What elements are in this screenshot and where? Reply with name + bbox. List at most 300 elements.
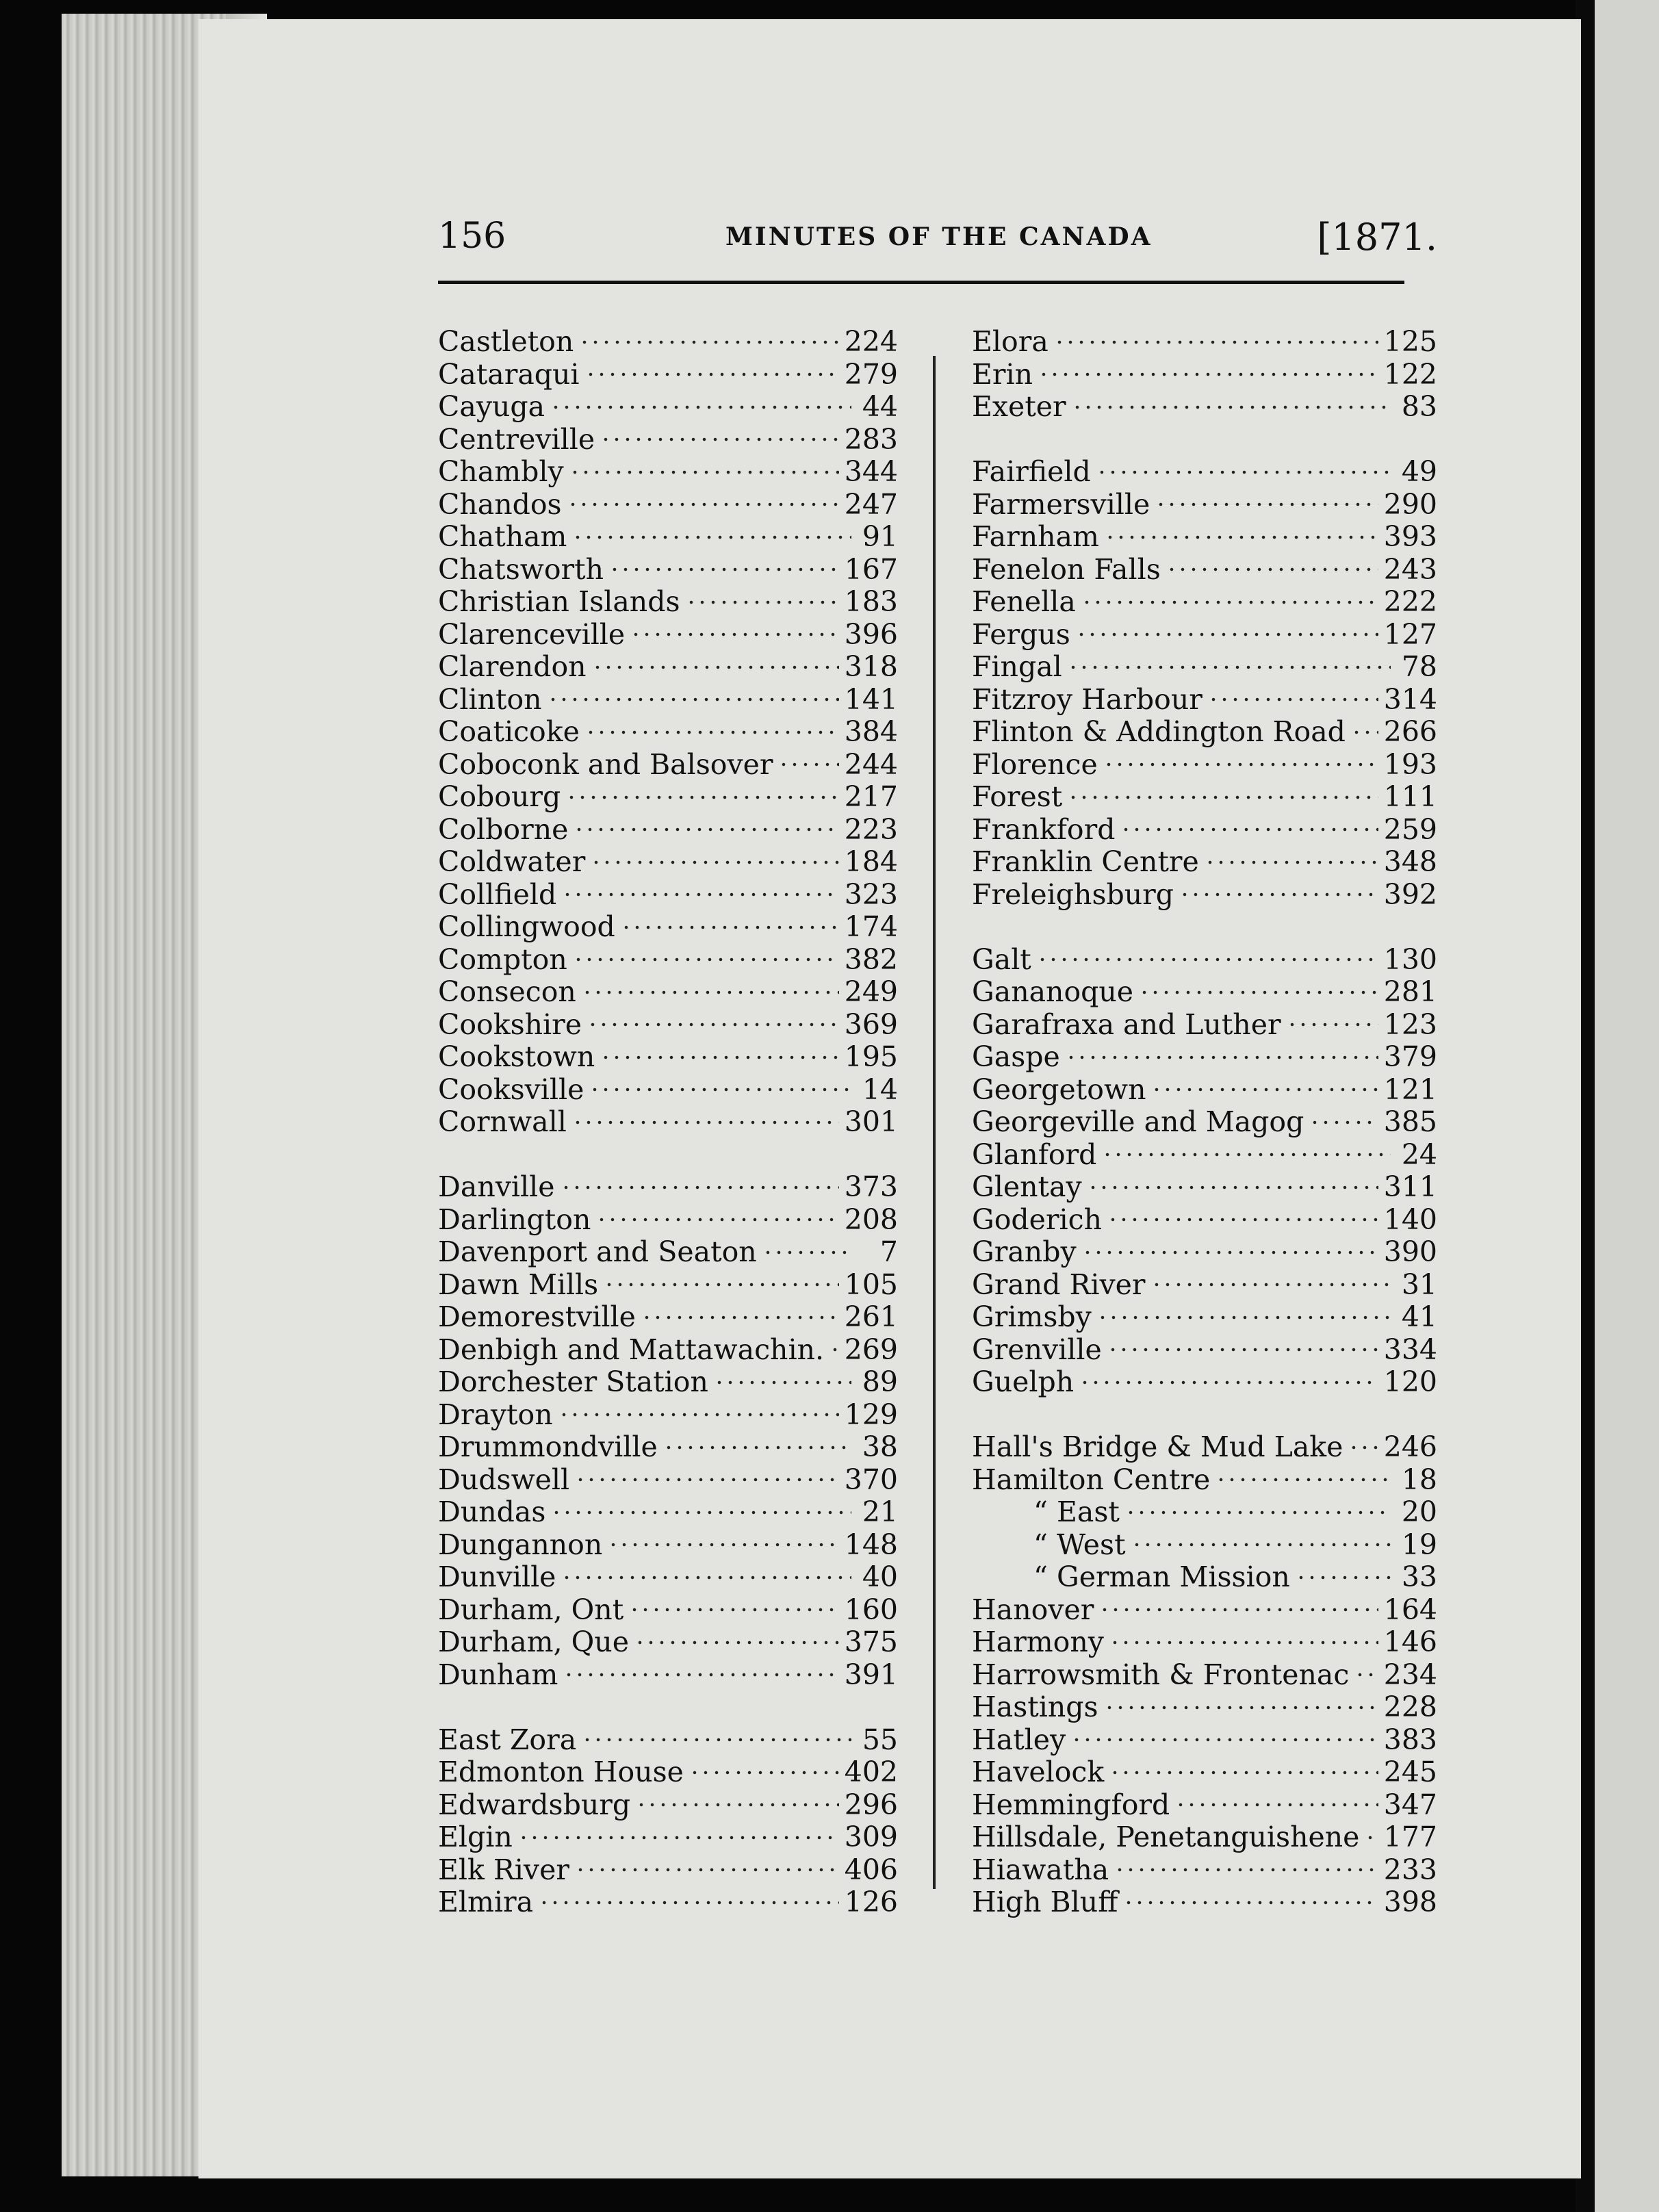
index-entry xyxy=(438,554,898,587)
entry-name: Compton xyxy=(438,943,567,976)
dot-leader xyxy=(1082,1250,1378,1255)
dot-leader xyxy=(1088,1185,1378,1190)
entry-page-number: 373 xyxy=(844,1171,898,1203)
dot-leader xyxy=(550,404,851,410)
entry-page-number: 177 xyxy=(1383,1821,1437,1853)
index-entry xyxy=(972,1041,1437,1074)
entry-page-number: 208 xyxy=(844,1203,898,1236)
dot-leader xyxy=(1296,1575,1391,1580)
index-entry xyxy=(438,1269,898,1302)
entry-name: Fergus xyxy=(972,618,1070,651)
entry-name: Chambly xyxy=(438,456,564,488)
index-entry xyxy=(972,716,1437,749)
index-entry xyxy=(972,586,1437,619)
entry-page-number: 193 xyxy=(1383,748,1437,781)
entry-name: Davenport and Seaton xyxy=(438,1236,757,1268)
entry-page-number: 89 xyxy=(862,1366,898,1398)
entry-name: Coldwater xyxy=(438,846,586,878)
entry-name: Danville xyxy=(438,1171,555,1203)
entry-page-number: 375 xyxy=(844,1626,898,1658)
index-entry xyxy=(972,1074,1437,1107)
entry-page-number: 309 xyxy=(844,1821,898,1853)
entry-page-number: 279 xyxy=(844,358,898,391)
index-entry xyxy=(438,1561,898,1594)
entry-name: Harmony xyxy=(972,1626,1104,1658)
index-entry xyxy=(972,1009,1437,1042)
entry-name: Collfield xyxy=(438,878,557,911)
index-entry xyxy=(438,586,898,619)
index-entry xyxy=(972,489,1437,522)
entry-page-number: 125 xyxy=(1383,326,1437,358)
index-entry xyxy=(972,651,1437,684)
dot-leader xyxy=(600,1055,838,1060)
index-entry xyxy=(972,1301,1437,1334)
entry-page-number: 224 xyxy=(844,326,898,358)
entry-page-number: 174 xyxy=(844,911,898,943)
entry-name: Clarendon xyxy=(438,651,587,683)
dot-leader xyxy=(1287,1022,1378,1027)
index-entry xyxy=(972,749,1437,782)
index-entry xyxy=(972,326,1437,359)
index-entry xyxy=(438,1724,898,1757)
index-entry xyxy=(438,521,898,554)
dot-leader xyxy=(1139,990,1378,995)
entry-name: Cataraqui xyxy=(438,358,580,391)
entry-page-number: 140 xyxy=(1383,1203,1437,1236)
entry-name: Grenville xyxy=(972,1333,1102,1366)
index-entry xyxy=(438,1074,898,1107)
dot-leader xyxy=(579,339,838,345)
entry-name: Dudswell xyxy=(438,1463,570,1496)
entry-page-number: 259 xyxy=(1383,813,1437,846)
column-divider xyxy=(933,356,936,1889)
dot-leader xyxy=(778,762,838,767)
page-year: [1871. xyxy=(1317,216,1437,259)
dot-leader xyxy=(1099,1607,1378,1612)
entry-page-number: 164 xyxy=(1383,1593,1437,1626)
index-entry xyxy=(438,489,898,522)
index-entry xyxy=(438,1009,898,1042)
index-entry xyxy=(438,1854,898,1887)
dot-leader xyxy=(1365,1835,1378,1840)
entry-page-number: 130 xyxy=(1383,943,1437,976)
entry-name: Dunville xyxy=(438,1561,556,1593)
dot-leader xyxy=(1097,1315,1391,1320)
index-entry xyxy=(972,1204,1437,1237)
entry-page-number: 281 xyxy=(1383,976,1437,1008)
dot-leader xyxy=(1068,665,1391,670)
index-entry xyxy=(972,1561,1437,1594)
entry-page-number: 120 xyxy=(1383,1366,1437,1398)
entry-page-number: 160 xyxy=(844,1593,898,1626)
index-entry xyxy=(972,391,1437,424)
entry-page-number: 18 xyxy=(1401,1463,1437,1496)
entry-name: “ German Mission xyxy=(1033,1561,1290,1593)
entry-page-number: 314 xyxy=(1383,683,1437,716)
entry-page-number: 146 xyxy=(1383,1626,1437,1658)
entry-page-number: 385 xyxy=(1383,1106,1437,1138)
entry-page-number: 123 xyxy=(1383,1008,1437,1041)
entry-page-number: 233 xyxy=(1383,1853,1437,1886)
dot-leader xyxy=(582,990,839,995)
dot-leader xyxy=(585,730,839,735)
entry-page-number: 283 xyxy=(844,423,898,456)
entry-page-number: 127 xyxy=(1383,618,1437,651)
entry-page-number: 38 xyxy=(862,1431,898,1463)
entry-name: “ West xyxy=(1033,1528,1126,1561)
entry-name: Cobourg xyxy=(438,781,561,813)
dot-leader xyxy=(1071,1737,1378,1742)
entry-name: Hatley xyxy=(972,1723,1066,1756)
dot-leader xyxy=(1096,470,1391,475)
entry-page-number: 20 xyxy=(1401,1496,1437,1528)
index-entry xyxy=(438,1431,898,1464)
dot-leader xyxy=(575,1477,839,1482)
entry-name: Clinton xyxy=(438,683,542,716)
index-entry xyxy=(438,976,898,1009)
dot-leader xyxy=(629,1607,839,1612)
header-rule xyxy=(438,281,1404,284)
entry-name: Fenella xyxy=(972,586,1076,618)
entry-page-number: 141 xyxy=(844,683,898,716)
index-entry xyxy=(438,1366,898,1399)
dot-leader xyxy=(1037,957,1378,962)
index-entry xyxy=(438,326,898,359)
dot-leader xyxy=(575,1867,839,1873)
entry-page-number: 290 xyxy=(1383,488,1437,521)
index-entry xyxy=(972,684,1437,717)
entry-name: Farmersville xyxy=(972,488,1150,521)
dot-leader xyxy=(634,1640,839,1645)
index-entry xyxy=(438,846,898,879)
entry-name: Hiawatha xyxy=(972,1853,1109,1886)
entry-page-number: 245 xyxy=(1383,1756,1437,1788)
entry-name: Elmira xyxy=(438,1886,534,1918)
dot-leader xyxy=(563,1672,838,1677)
entry-page-number: 222 xyxy=(1383,586,1437,618)
entry-name: Elk River xyxy=(438,1853,569,1886)
entry-name: Georgeville and Magog xyxy=(972,1106,1304,1138)
entry-page-number: 301 xyxy=(844,1106,898,1138)
index-entry xyxy=(972,1334,1437,1367)
dot-leader xyxy=(1066,1055,1378,1060)
dot-leader xyxy=(1068,795,1378,800)
entry-page-number: 348 xyxy=(1383,846,1437,878)
dot-leader xyxy=(1216,1477,1391,1482)
entry-name: Hastings xyxy=(972,1691,1098,1723)
entry-name: Exeter xyxy=(972,391,1066,423)
entry-page-number: 228 xyxy=(1383,1691,1437,1723)
dot-leader xyxy=(1104,1705,1378,1710)
entry-page-number: 393 xyxy=(1383,521,1437,553)
dot-leader xyxy=(548,697,839,702)
entry-page-number: 269 xyxy=(844,1333,898,1366)
index-entry xyxy=(438,1399,898,1432)
dot-leader xyxy=(600,437,839,442)
entry-name: Cookshire xyxy=(438,1008,582,1041)
dot-leader xyxy=(561,1185,839,1190)
entry-page-number: 148 xyxy=(844,1528,898,1561)
entry-name: Centreville xyxy=(438,423,595,456)
index-entry xyxy=(438,781,898,814)
entry-page-number: 234 xyxy=(1383,1658,1437,1691)
entry-page-number: 105 xyxy=(844,1268,898,1301)
index-entry xyxy=(972,1496,1437,1529)
index-entry xyxy=(438,1789,898,1822)
entry-page-number: 249 xyxy=(844,976,898,1008)
index-entry xyxy=(972,619,1437,652)
entry-page-number: 49 xyxy=(1401,456,1437,488)
index-entry xyxy=(972,814,1437,847)
entry-name: Durham, Que xyxy=(438,1626,629,1658)
dot-leader xyxy=(561,1575,851,1580)
entry-page-number: 392 xyxy=(1383,878,1437,911)
entry-name: Fingal xyxy=(972,651,1062,683)
entry-name: Granby xyxy=(972,1236,1077,1268)
dot-leader xyxy=(1351,730,1378,735)
dot-leader xyxy=(558,1412,839,1417)
entry-name: Flinton & Addington Road xyxy=(972,716,1346,748)
entry-page-number: 296 xyxy=(844,1788,898,1821)
dot-leader xyxy=(1072,404,1391,410)
dot-leader xyxy=(1151,1087,1378,1092)
entry-name: Gananoque xyxy=(972,976,1134,1008)
index-entry xyxy=(972,1691,1437,1724)
index-entry xyxy=(438,1204,898,1237)
dot-leader xyxy=(621,925,839,930)
index-entry xyxy=(438,1821,898,1854)
index-entry xyxy=(438,911,898,944)
index-entry xyxy=(972,781,1437,814)
entry-name: Freleighsburg xyxy=(972,878,1174,911)
index-entry xyxy=(972,1594,1437,1627)
entry-name: Fenelon Falls xyxy=(972,553,1161,586)
index-entry xyxy=(972,1269,1437,1302)
entry-page-number: 21 xyxy=(862,1496,898,1528)
entry-name: Drummondville xyxy=(438,1431,658,1463)
entry-name: Fitzroy Harbour xyxy=(972,683,1203,716)
dot-leader xyxy=(1208,697,1378,702)
entry-page-number: 19 xyxy=(1401,1528,1437,1561)
dot-leader xyxy=(596,1217,838,1222)
index-entry xyxy=(438,944,898,977)
entry-name: Denbigh and Mattawachin. xyxy=(438,1333,824,1366)
running-title: MINUTES OF THE CANADA xyxy=(725,222,1153,251)
entry-page-number: 334 xyxy=(1383,1333,1437,1366)
entry-page-number: 379 xyxy=(1383,1041,1437,1073)
entry-page-number: 40 xyxy=(862,1561,898,1593)
entry-page-number: 323 xyxy=(844,878,898,911)
index-entry xyxy=(438,651,898,684)
entry-page-number: 44 xyxy=(862,391,898,423)
index-entry xyxy=(972,1366,1437,1399)
index-entry xyxy=(438,1756,898,1789)
dot-leader xyxy=(1309,1120,1378,1125)
entry-name: Harrowsmith & Frontenac xyxy=(972,1658,1350,1691)
index-entry xyxy=(972,1464,1437,1497)
dot-leader xyxy=(587,1022,839,1027)
index-column-left xyxy=(438,326,898,1919)
index-entry xyxy=(972,521,1437,554)
dot-leader xyxy=(830,1347,839,1352)
entry-page-number: 383 xyxy=(1383,1723,1437,1756)
entry-page-number: 121 xyxy=(1383,1073,1437,1106)
index-entry xyxy=(438,1496,898,1529)
dot-leader xyxy=(714,1380,851,1385)
entry-page-number: 391 xyxy=(844,1658,898,1691)
dot-leader xyxy=(1131,1542,1391,1547)
dot-leader xyxy=(591,860,838,865)
index-entry xyxy=(972,1529,1437,1562)
index-entry xyxy=(972,1659,1437,1692)
entry-name: Franklin Centre xyxy=(972,846,1199,878)
entry-name: Fairfield xyxy=(972,456,1091,488)
entry-page-number: 78 xyxy=(1401,651,1437,683)
entry-page-number: 223 xyxy=(844,813,898,846)
dot-leader xyxy=(609,567,839,572)
dot-leader xyxy=(1103,762,1378,767)
entry-name: Frankford xyxy=(972,813,1116,846)
entry-name: Garafraxa and Luther xyxy=(972,1008,1281,1041)
entry-page-number: 266 xyxy=(1383,716,1437,748)
entry-name: Elora xyxy=(972,326,1049,358)
entry-name: Demorestville xyxy=(438,1301,636,1333)
entry-page-number: 384 xyxy=(844,716,898,748)
dot-leader xyxy=(572,535,851,540)
index-entry xyxy=(972,456,1437,489)
index-entry xyxy=(972,1431,1437,1464)
index-column-right xyxy=(972,326,1437,1919)
dot-leader xyxy=(1109,1770,1378,1775)
entry-name: Georgetown xyxy=(972,1073,1146,1106)
entry-page-number: 369 xyxy=(844,1008,898,1041)
entry-name: Hemmingford xyxy=(972,1788,1170,1821)
entry-page-number: 347 xyxy=(1383,1788,1437,1821)
index-entry xyxy=(438,1659,898,1692)
entry-name: Elgin xyxy=(438,1821,513,1853)
dot-leader xyxy=(518,1835,839,1840)
facing-page xyxy=(1595,0,1659,2212)
entry-name: Hillsdale, Penetanguishene xyxy=(972,1821,1360,1853)
entry-name: Hamilton Centre xyxy=(972,1463,1211,1496)
dot-leader xyxy=(1125,1510,1391,1515)
entry-page-number: 91 xyxy=(862,521,898,553)
dot-leader xyxy=(1105,535,1378,540)
index-entry xyxy=(438,456,898,489)
entry-name: Consecon xyxy=(438,976,576,1008)
index-entry xyxy=(438,391,898,424)
dot-leader xyxy=(574,827,838,832)
index-entry xyxy=(972,554,1437,587)
index-entry xyxy=(438,684,898,717)
index-entry xyxy=(972,976,1437,1009)
dot-leader xyxy=(1151,1282,1391,1287)
entry-page-number: 111 xyxy=(1383,781,1437,813)
entry-name: Chandos xyxy=(438,488,562,521)
entry-name: Darlington xyxy=(438,1203,591,1236)
entry-page-number: 402 xyxy=(844,1756,898,1788)
entry-page-number: 83 xyxy=(1401,391,1437,423)
dot-leader xyxy=(1079,1380,1378,1385)
entry-name: Forest xyxy=(972,781,1063,813)
index-entry xyxy=(438,424,898,456)
page-number: 156 xyxy=(438,216,506,257)
dot-leader xyxy=(636,1802,839,1808)
index-entry xyxy=(438,1334,898,1367)
dot-leader xyxy=(608,1542,838,1547)
entry-name: Erin xyxy=(972,358,1033,391)
index-entry xyxy=(438,1171,898,1204)
dot-leader xyxy=(1114,1867,1378,1873)
entry-page-number: 261 xyxy=(844,1301,898,1333)
dot-leader xyxy=(1123,1900,1378,1905)
dot-leader xyxy=(1107,1347,1378,1352)
index-entry xyxy=(438,1529,898,1562)
entry-name: Galt xyxy=(972,943,1031,976)
dot-leader xyxy=(572,1120,839,1125)
entry-page-number: 184 xyxy=(844,846,898,878)
entry-page-number: 382 xyxy=(844,943,898,976)
entry-name: Grimsby xyxy=(972,1301,1092,1333)
index-entry xyxy=(972,1789,1437,1822)
index-entry xyxy=(972,879,1437,912)
dot-leader xyxy=(641,1315,839,1320)
dot-leader xyxy=(567,502,839,507)
entry-name: Dundas xyxy=(438,1496,546,1528)
entry-name: Dungannon xyxy=(438,1528,603,1561)
entry-page-number: 31 xyxy=(1401,1268,1437,1301)
dot-leader xyxy=(1348,1445,1378,1450)
dot-leader xyxy=(1109,1640,1378,1645)
index-entry xyxy=(972,1106,1437,1139)
dot-leader xyxy=(1081,600,1378,605)
dot-leader xyxy=(604,1282,839,1287)
index-entry xyxy=(438,1106,898,1139)
entry-name: Durham, Ont xyxy=(438,1593,624,1626)
index-entry xyxy=(438,359,898,391)
entry-name: Havelock xyxy=(972,1756,1105,1788)
dot-leader xyxy=(589,1087,851,1092)
entry-name: “ East xyxy=(1033,1496,1120,1528)
index-entry xyxy=(972,1724,1437,1757)
entry-page-number: 311 xyxy=(1383,1171,1437,1203)
entry-page-number: 24 xyxy=(1401,1138,1437,1171)
entry-name: Cooksville xyxy=(438,1073,584,1106)
entry-name: Coboconk and Balsover xyxy=(438,748,773,781)
entry-page-number: 7 xyxy=(879,1236,898,1268)
entry-name: Cookstown xyxy=(438,1041,595,1073)
index-entry xyxy=(438,1886,898,1919)
entry-name: Florence xyxy=(972,748,1098,781)
entry-name: Gaspe xyxy=(972,1041,1060,1073)
entry-name: Hall's Bridge & Mud Lake xyxy=(972,1431,1343,1463)
page-header xyxy=(438,216,1437,263)
index-entry xyxy=(972,944,1437,977)
dot-leader xyxy=(585,372,839,377)
index-entry xyxy=(972,846,1437,879)
entry-page-number: 344 xyxy=(844,456,898,488)
dot-leader xyxy=(1155,502,1378,507)
dot-leader xyxy=(562,892,838,897)
dot-leader xyxy=(686,600,839,605)
entry-page-number: 244 xyxy=(844,748,898,781)
entry-name: Guelph xyxy=(972,1366,1075,1398)
entry-name: Glanford xyxy=(972,1138,1097,1171)
entry-page-number: 195 xyxy=(844,1041,898,1073)
entry-page-number: 406 xyxy=(844,1853,898,1886)
index-entry xyxy=(438,1301,898,1334)
dot-leader xyxy=(1107,1217,1378,1222)
